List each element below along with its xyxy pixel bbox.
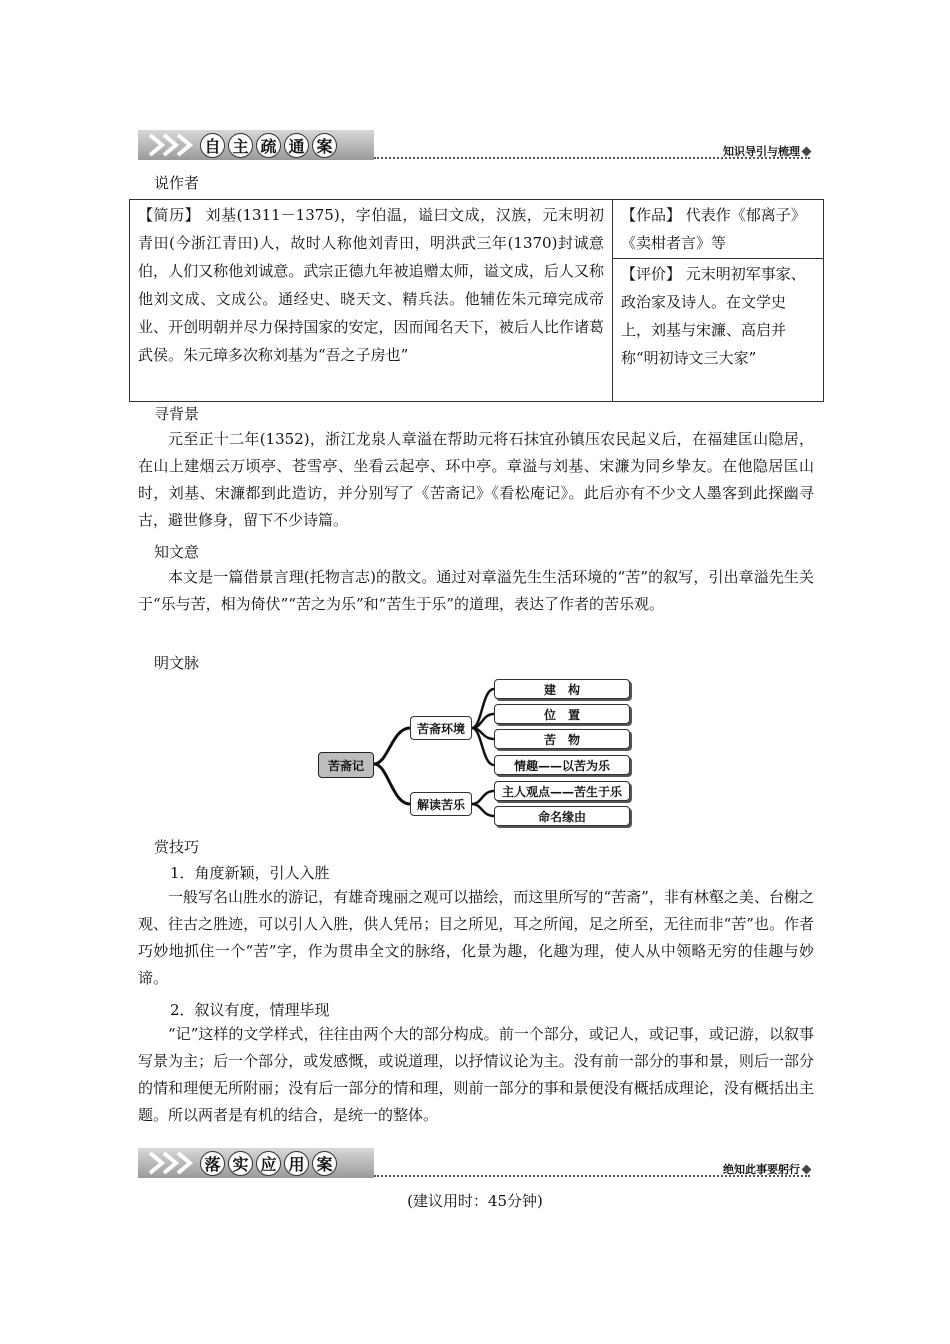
diagram-leaf: 位 置 xyxy=(494,704,630,724)
suggested-time: (建议用时：45分钟) xyxy=(407,1192,543,1210)
chevron-arrows-icon xyxy=(146,1150,198,1176)
diagram-branch-environment: 苦斋环境 xyxy=(410,716,472,740)
bio-text: 刘基(1311－1375)，字伯温，谥曰文成，汉族，元末明初青田(今浙江青田)人，故时人称他刘青田，明洪武三年(1370)封诚意伯，人们又称他刘诚意。武宗正德九年被追赠太师，谥文成，后人又称他刘文成、文成公。通经史、晓天文、精兵法。他辅佐朱元璋完成帝业、开创明朝并尽力保持国家的安定，因而闻名天下，被后人比作诸葛武侯。朱元璋多次称刘基为“吾之子房也” xyxy=(138,206,604,364)
banner-title xyxy=(200,1151,337,1176)
banner-char: 案 xyxy=(312,1151,337,1176)
technique-item-2-text: “记”这样的文学样式，往往由两个大的部分构成。前一个部分，或记人，或记事，或记游，以叙事写景为主；后一个部分，或发感慨，或说道理，以抒情议论为主。没有前一部分的事和景，则后一部分的情和理便无所附丽；没有后一部分的情和理，则前一部分的事和景便没有概括成理论，没有概括出主题。所以两者是有机的结合，是统一的整体。 xyxy=(138,1025,814,1124)
evaluation-label: 【评价】 xyxy=(621,265,682,283)
diagram-leaf: 建 构 xyxy=(494,679,630,699)
diagram-leaf: 苦 物 xyxy=(494,729,630,749)
section-banner-bottom xyxy=(138,1148,810,1178)
works-label: 【作品】 xyxy=(621,206,682,224)
section-heading-background: 寻背景 xyxy=(154,405,200,423)
banner-title xyxy=(200,133,337,158)
background-paragraph: 元至正十二年(1352)，浙江龙泉人章溢在帮助元将石抹宜孙镇压农民起义后，在福建匡山隐居，在山上建烟云万顷亭、苍雪亭、坐看云起亭、环中亭。章溢与刘基、宋濂为同乡挚友。在他隐居匡山时，刘基、宋濂都到此造访，并分别写了《苦斋记》《看松庵记》。此后亦有不少文人墨客到此探幽寻古，避世修身，留下不少诗篇。 xyxy=(138,430,814,529)
diagram-leaf: 情趣——以苦为乐 xyxy=(494,755,630,775)
evaluation-cell xyxy=(613,259,824,402)
technique-item-1-text: 一般写名山胜水的游记，有雄奇瑰丽之观可以描绘，而这里所写的“苦斋”，非有林壑之美、台榭之观、往古之胜迹，可以引人入胜，供人凭吊；目之所见，耳之所闻，足之所至，无往而非“苦”也。作者巧妙地抓住一个“苦”字，作为贯串全文的脉络，化景为趣，化趣为理，使人从中领略无穷的佳趣与妙谛。 xyxy=(138,888,814,987)
banner-tag xyxy=(723,143,810,159)
structure-diagram xyxy=(316,676,636,830)
section-heading-technique: 赏技巧 xyxy=(154,838,200,856)
banner-tag xyxy=(723,1161,810,1177)
bio-cell xyxy=(130,200,613,402)
banner-tag-text: 绝知此事要躬行 xyxy=(723,1163,800,1176)
works-text: 代表作《郁离子》《卖柑者言》等 xyxy=(621,206,806,252)
bio-label: 【简历】 xyxy=(138,206,201,224)
diagram-branch-interpretation: 解读苦乐 xyxy=(410,792,472,816)
section-heading-meaning: 知文意 xyxy=(154,543,200,561)
diagram-leaf: 主人观点——苦生于乐 xyxy=(494,781,630,801)
section-banner-top xyxy=(138,130,810,160)
meaning-paragraph: 本文是一篇借景言理(托物言志)的散文。通过对章溢先生生活环境的“苦”的叙写，引出章溢先生关于“乐与苦，相为倚伏”“苦之为乐”和“苦生于乐”的道理，表达了作者的苦乐观。 xyxy=(138,568,814,613)
author-info-table xyxy=(129,199,824,402)
banner-char: 通 xyxy=(284,133,309,158)
banner-char: 疏 xyxy=(256,133,281,158)
works-cell xyxy=(613,200,824,259)
technique-item-1-title: 1．角度新颖，引人入胜 xyxy=(170,864,330,882)
banner-char: 落 xyxy=(200,1151,225,1176)
diamond-icon xyxy=(802,1164,812,1174)
evaluation-text: 元末明初军事家、政治家及诗人。在文学史上，刘基与宋濂、高启并称“明初诗文三大家” xyxy=(621,265,806,367)
section-heading-structure: 明文脉 xyxy=(154,654,200,672)
chevron-arrows-icon xyxy=(146,132,198,158)
technique-item-2-title: 2．叙议有度，情理毕现 xyxy=(170,1001,330,1019)
banner-char: 自 xyxy=(200,133,225,158)
banner-char: 应 xyxy=(256,1151,281,1176)
diagram-root: 苦斋记 xyxy=(318,752,374,778)
diamond-icon xyxy=(802,146,812,156)
banner-char: 实 xyxy=(228,1151,253,1176)
section-heading-author: 说作者 xyxy=(154,174,200,192)
banner-char: 主 xyxy=(228,133,253,158)
banner-char: 用 xyxy=(284,1151,309,1176)
banner-char: 案 xyxy=(312,133,337,158)
banner-tag-text: 知识导引与梳理 xyxy=(723,145,800,158)
diagram-leaf: 命名缘由 xyxy=(494,806,630,826)
